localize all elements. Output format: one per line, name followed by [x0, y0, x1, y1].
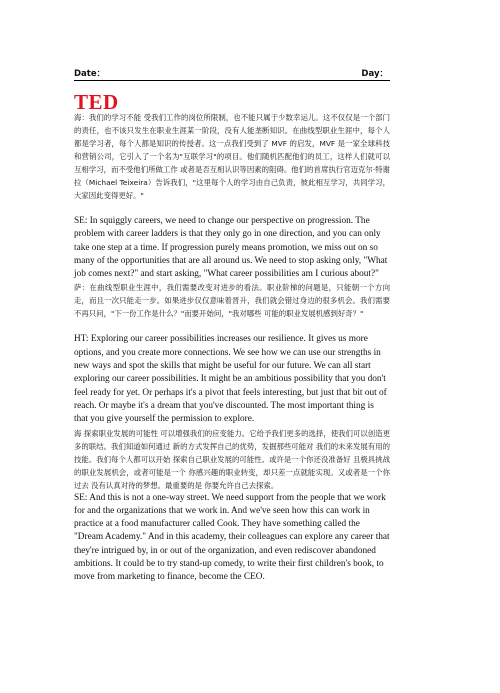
paragraph-en-resilience: HT: Exploring our career possibilities increases our resilience. It gives us more options, and you create more connections. We see how we can use our strengths in new ways and spot the skills that might be useful for our future. We can all start exploring our career possibilities. It might be an ambitious possibility that you don't feel ready for yet. Or perhaps it's a pivot that feels interesting, but just that bit out of reach. Or maybe it's a dream that you've discounted. The most important thing is that you give yourself the permission to explore.	[74, 334, 387, 425]
transcript-body	[74, 111, 390, 585]
paragraph-zh-learning: 海：我们的学习不能 受我们工作的岗位所限制，也不能只属于少数幸运儿。这不仅仅是一个部门的责任，也不该只发生在职业生涯某一阶段，没有人能垄断知识。在曲线型职业生涯中，每个人都是学习者，每个人都是知识的传授者。这一点我们受到了 MVF 的启发，MVF 是一家全球科技和营销公司，它引入了一个名为"互联学习"的项目。他们随机匹配他们的员工，这样人们就可以互相学习，而不受他们所做工作 或者是否互相认识等因素的阻碍。他们的首席执行官迈克尔·特谢拉（Michael Teixeira）告诉我们，"这里每个人的学习由自己负责，彼此相互学习，共同学习，大家因此变得更好。"	[74, 113, 390, 200]
day-label: Day：	[361, 69, 388, 79]
paragraph-gap	[74, 320, 390, 333]
paragraph-gap	[74, 202, 390, 215]
ted-title: TED	[74, 90, 119, 114]
date-day-header	[74, 66, 390, 81]
paragraph-en-progression: SE: In squiggly careers, we need to change our perspective on progression. The problem with career ladders is that they only go in one direction, and you can only take one step at a time. If progression purely means promotion, we miss out on so many of the opportunities that are all around us. We need to stop asking only, "What job comes next?" and start asking, "What career possibilities am I curious about?"	[74, 216, 388, 280]
date-label: Date：	[74, 69, 106, 79]
paragraph-en-dream-academy: SE: And this is not a one-way street. We need support from the people that we work for and the organizations that we work in. And we've seen how this can work in practice at a food manufacturer called Cook. They have something called the "Dream Academy." And in this academy, their colleagues can explore any career that they're intrigued by, in or out of the organization, and even rediscover abandoned ambitions. It could be to try stand-up comedy, to write their first children's book, to move from marketing to finance, become the CEO.	[74, 492, 390, 583]
paragraph-zh-progression: 萨：在曲线型职业生涯中，我们需要改变对进步的看法。职业阶梯的问题是，只能朝一个方向走，而且一次只能走一步。如果进步仅仅意味着晋升，我们就会错过身边的很多机会。我们需要不再只问，"下一份工作是什么？"而要开始问，"我对哪些 可能的职业发展机感到好奇？"	[74, 283, 390, 319]
paragraph-zh-resilience: 海 探索职业发展的可能性 可以增强我们的应变能力。它给予我们更多的选择，使我们可以创造更多的联结。我们知道如何通过 新的方式发挥自己的优势，发掘那些可能对 我们的未来发展有用的技能。我们每个人都可以开始 探索自己职业发展的可能性。或许是一个你还没准备好 且极具挑战的职业发展机会，或者可能是一个 你感兴趣的职业转变，却只差一点就能实现。又或者是一个你过去 没有认真对待的梦想。最重要的是 你要允许自己去探索。	[74, 428, 390, 490]
